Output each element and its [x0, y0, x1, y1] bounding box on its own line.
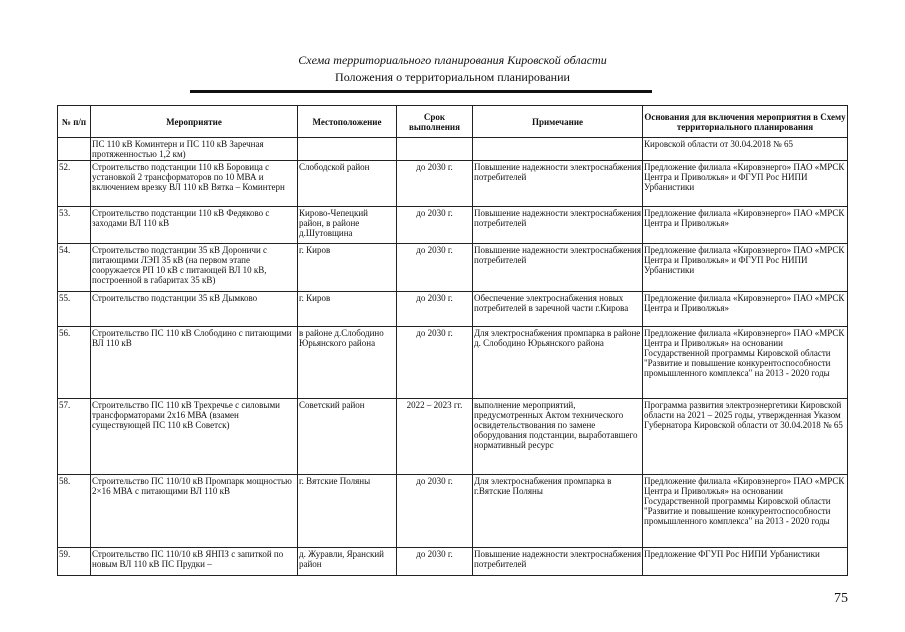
row-note: Для электроснабжения промпарка в районе д. Слободино Юрьянского района: [473, 327, 643, 399]
row-basis: Предложение филиала «Кировэнерго» ПАО «МРСК Центра и Приволжья»: [643, 207, 848, 244]
row-note: [473, 138, 643, 161]
row-location: Советский район: [298, 399, 397, 475]
col-header-event: Мероприятие: [91, 106, 298, 138]
row-term: до 2030 г.: [397, 475, 473, 548]
row-event: Строительство ПС 110/10 кВ ЯНПЗ с запиткой по новым ВЛ 110 кВ ПС Прудки –: [91, 548, 298, 576]
row-term: до 2030 г.: [397, 161, 473, 207]
table-row: [58, 327, 848, 399]
row-note: Обеспечение электроснабжения новых потребителей в заречной части г.Кирова: [473, 292, 643, 327]
row-location: г. Киров: [298, 244, 397, 292]
row-term: до 2030 г.: [397, 207, 473, 244]
row-basis: Предложение филиала «Кировэнерго» ПАО «МРСК Центра и Приволжья» на основании Государственной программы Кировской области "Развитие и повышение конкурентоспособности промышленного комплекса" на 2013 - 2020 годы: [643, 327, 848, 399]
row-num: 57.: [58, 399, 91, 475]
row-event: Строительство ПС 110/10 кВ Промпарк мощностью 2×16 МВА с питающими ВЛ 110 кВ: [91, 475, 298, 548]
table-header-row: [58, 106, 848, 138]
row-event: ПС 110 кВ Коминтерн и ПС 110 кВ Заречная протяженностью 1,2 км): [91, 138, 298, 161]
row-basis: Предложение филиала «Кировэнерго» ПАО «МРСК Центра и Приволжья»: [643, 292, 848, 327]
row-num: 58.: [58, 475, 91, 548]
col-header-location: Местоположение: [298, 106, 397, 138]
row-num: 54.: [58, 244, 91, 292]
row-location: д. Журавли, Яранский район: [298, 548, 397, 576]
row-event: Строительство подстанции 35 кВ Дымково: [91, 292, 298, 327]
row-location: г. Вятские Поляны: [298, 475, 397, 548]
row-location: Слободской район: [298, 161, 397, 207]
table-row: [58, 292, 848, 327]
document-title: Схема территориального планирования Кировской области: [298, 53, 607, 67]
header-rule: [190, 90, 652, 93]
row-basis: Предложение ФГУП Рос НИПИ Урбанистики: [643, 548, 848, 576]
row-basis: Кировской области от 30.04.2018 № 65: [643, 138, 848, 161]
row-basis: Предложение филиала «Кировэнерго» ПАО «МРСК Центра и Приволжья» и ФГУП Рос НИПИ Урбанистики: [643, 161, 848, 207]
page-number: 75: [834, 591, 848, 606]
table-row: [58, 161, 848, 207]
row-num: 55.: [58, 292, 91, 327]
row-event: Строительство ПС 110 кВ Слободино с питающими ВЛ 110 кВ: [91, 327, 298, 399]
row-note: Повышение надежности электроснабжения потребителей: [473, 161, 643, 207]
col-header-basis: Основания для включения мероприятия в Схему территориального планирования: [643, 106, 848, 138]
row-event: Строительство ПС 110 кВ Трехречье с силовыми трансформаторами 2х16 МВА (взамен существующей ПС 110 кВ Советск): [91, 399, 298, 475]
row-term: 2022 – 2023 гг.: [397, 399, 473, 475]
col-header-term: Срок выполнения: [397, 106, 473, 138]
row-term: [397, 138, 473, 161]
row-basis: Программа развития электроэнергетики Кировской области на 2021 – 2025 годы, утвержденная Указом Губернатора Кировской области от 30.04.2018 № 65: [643, 399, 848, 475]
row-num: 59.: [58, 548, 91, 576]
row-location: в районе д.Слободино Юрьянского района: [298, 327, 397, 399]
row-location: [298, 138, 397, 161]
measures-table: [57, 105, 848, 576]
row-term: до 2030 г.: [397, 327, 473, 399]
row-event: Строительство подстанции 110 кВ Федяково с заходами ВЛ 110 кВ: [91, 207, 298, 244]
table-row: [58, 475, 848, 548]
row-term: до 2030 г.: [397, 244, 473, 292]
table-row: [58, 244, 848, 292]
col-header-note: Примечание: [473, 106, 643, 138]
row-location: Кирово-Чепецкий район, в районе д.Шутовщина: [298, 207, 397, 244]
table-row: [58, 548, 848, 576]
row-note: Повышение надежности электроснабжения потребителей: [473, 548, 643, 576]
row-location: г. Киров: [298, 292, 397, 327]
row-term: до 2030 г.: [397, 292, 473, 327]
row-basis: Предложение филиала «Кировэнерго» ПАО «МРСК Центра и Приволжья» и ФГУП Рос НИПИ Урбанистики: [643, 244, 848, 292]
row-note: Повышение надежности электроснабжения потребителей: [473, 207, 643, 244]
row-num: 53.: [58, 207, 91, 244]
row-num: 56.: [58, 327, 91, 399]
row-event: Строительство подстанции 35 кВ Дороничи с питающими ЛЭП 35 кВ (на первом этапе сооружается РП 10 кВ с питающей ВЛ 10 кВ, построенной в габаритах 35 кВ): [91, 244, 298, 292]
col-header-num: № п/п: [58, 106, 91, 138]
row-basis: Предложение филиала «Кировэнерго» ПАО «МРСК Центра и Приволжья» на основании Государственной программы Кировской области "Развитие и повышение конкурентоспособности промышленного комплекса" на 2013 - 2020 годы: [643, 475, 848, 548]
row-note: Для электроснабжения промпарка в г.Вятские Поляны: [473, 475, 643, 548]
row-num: [58, 138, 91, 161]
table-row: [58, 399, 848, 475]
document-subtitle: Положения о территориальном планировании: [335, 70, 570, 84]
row-note: выполнение мероприятий, предусмотренных Актом технического освидетельствования по замене оборудования подстанции, выработавшего нормативный ресурс: [473, 399, 643, 475]
table-row: [58, 138, 848, 161]
row-num: 52.: [58, 161, 91, 207]
row-event: Строительство подстанции 110 кВ Боровица с установкой 2 трансформаторов по 10 МВА и включением врезку ВЛ 110 кВ Вятка – Коминтерн: [91, 161, 298, 207]
row-term: до 2030 г.: [397, 548, 473, 576]
table-row: [58, 207, 848, 244]
row-note: Повышение надежности электроснабжения потребителей: [473, 244, 643, 292]
